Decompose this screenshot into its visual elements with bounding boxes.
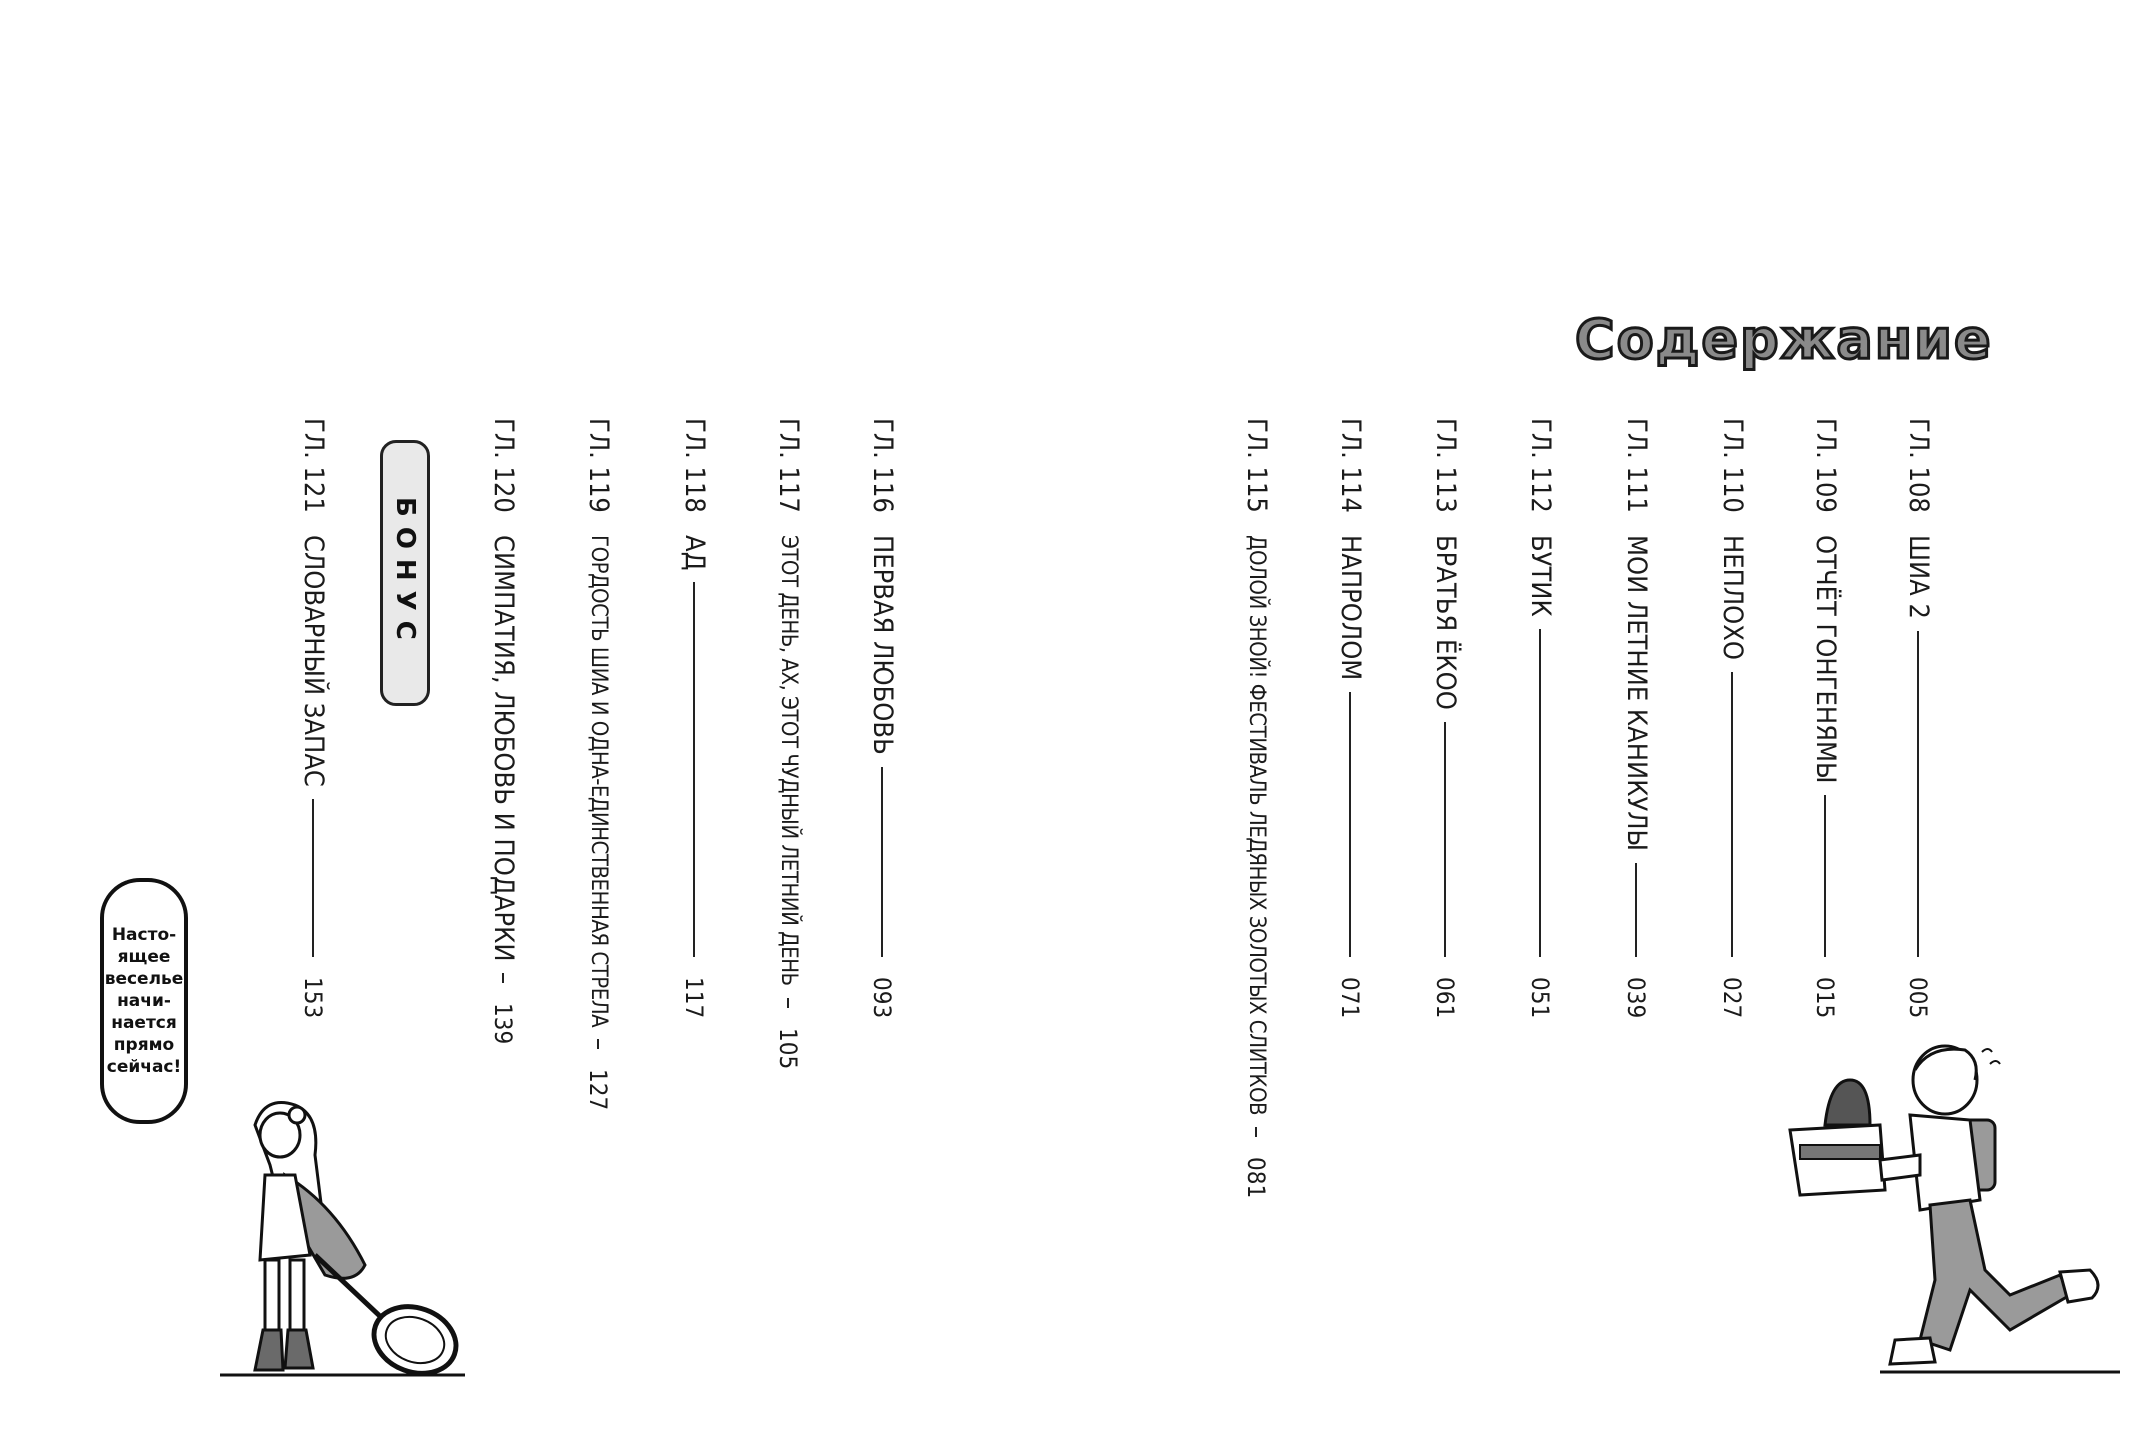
chapter-title: ОТЧЁТ ГОНГЕНЯМЫ [1810,534,1841,784]
page-number: 039 [1622,976,1650,1018]
leader-line [1917,631,1919,957]
leader-line [693,582,695,956]
toc-entry-110 [1712,418,1752,1018]
chapter-number: ГЛ. 108 [1903,418,1934,513]
leader-line [597,1039,599,1049]
speech-bubble [100,878,188,1124]
toc-entry-118 [674,418,714,1018]
leader-line [502,973,504,983]
page-number: 051 [1526,976,1554,1018]
page-number: 105 [774,1027,802,1069]
toc-entry-115 [1236,418,1276,1199]
leader-line [1444,722,1446,957]
chapter-number: ГЛ. 117 [773,418,804,513]
chapter-number: ГЛ. 110 [1717,418,1748,513]
page-number: 015 [1811,976,1839,1018]
chapter-number: ГЛ. 114 [1335,418,1366,513]
chapter-number: ГЛ. 121 [298,418,329,513]
chapter-number: ГЛ. 118 [679,418,710,513]
toc-entry-119 [578,418,618,1111]
chapter-number: ГЛ. 112 [1525,418,1556,513]
chapter-title: АД [679,534,710,571]
page-number: 005 [1904,976,1932,1018]
chapter-title: ДОЛОЙ ЗНОЙ! ФЕСТИВАЛЬ ЛЕДЯНЫХ ЗОЛОТЫХ СЛИТКОВ [1244,534,1269,1115]
leader-line [881,767,883,957]
page-title: Содержание [1575,308,1993,371]
leader-line [312,799,314,957]
leader-line [1635,863,1637,957]
chapter-number: ГЛ. 116 [867,418,898,513]
toc-entry-113 [1425,418,1465,1018]
leader-line [1349,692,1351,957]
toc-entry-108 [1898,418,1938,1018]
chapter-number: ГЛ. 120 [488,418,519,513]
leader-line [1255,1127,1257,1137]
page-number: 093 [868,976,896,1018]
chapter-number: ГЛ. 111 [1621,418,1652,513]
chapter-number: ГЛ. 113 [1430,418,1461,513]
leader-line [1731,672,1733,957]
chapter-number: ГЛ. 119 [583,418,614,513]
page-number: 153 [299,976,327,1018]
girl-character-illustration [215,1085,475,1385]
chapter-title: НЕПЛОХО [1717,534,1748,660]
page-number: 081 [1242,1157,1270,1199]
boy-character-illustration [1770,1040,2130,1380]
chapter-title: СИМПАТИЯ, ЛЮБОВЬ И ПОДАРКИ [488,534,519,962]
toc-entry-117 [768,418,808,1069]
leader-line [1824,795,1826,957]
toc-entry-112 [1520,418,1560,1018]
chapter-title: ГОРДОСТЬ ШИА И ОДНА-ЕДИНСТВЕННАЯ СТРЕЛА [586,534,611,1028]
toc-entry-111 [1616,418,1656,1018]
bonus-badge: БОНУС [380,440,430,706]
chapter-title: БРАТЬЯ ЁКОО [1430,534,1461,710]
chapter-title: НАПРОЛОМ [1335,534,1366,681]
chapter-title: ЭТОТ ДЕНЬ, АХ, ЭТОТ ЧУДНЫЙ ЛЕТНИЙ ДЕНЬ [776,534,801,986]
chapter-number: ГЛ. 109 [1810,418,1841,513]
toc-entry-120 [483,418,523,1045]
page-number: 071 [1336,976,1364,1018]
chapter-title: СЛОВАРНЫЙ ЗАПАС [298,534,329,787]
toc-entry-116 [862,418,902,1018]
chapter-title: МОИ ЛЕТНИЕ КАНИКУЛЫ [1621,534,1652,851]
toc-entry-121 [293,418,333,1018]
chapter-title: БУТИК [1525,534,1556,617]
page-number: 117 [680,976,708,1018]
leader-line [1539,629,1541,957]
speech-bubble-text: Насто- ящее веселье начи- нается прямо сейчас! [104,925,184,1077]
toc-entry-109 [1805,418,1845,1018]
leader-line [787,998,789,1008]
page-number: 139 [489,1003,517,1045]
page-number: 061 [1431,976,1459,1018]
chapter-title: ШИА 2 [1903,534,1934,619]
page-number: 027 [1718,976,1746,1018]
toc-entry-114 [1330,418,1370,1018]
chapter-title: ПЕРВАЯ ЛЮБОВЬ [867,534,898,755]
chapter-number: ГЛ. 115 [1241,418,1272,513]
page-number: 127 [584,1069,612,1111]
